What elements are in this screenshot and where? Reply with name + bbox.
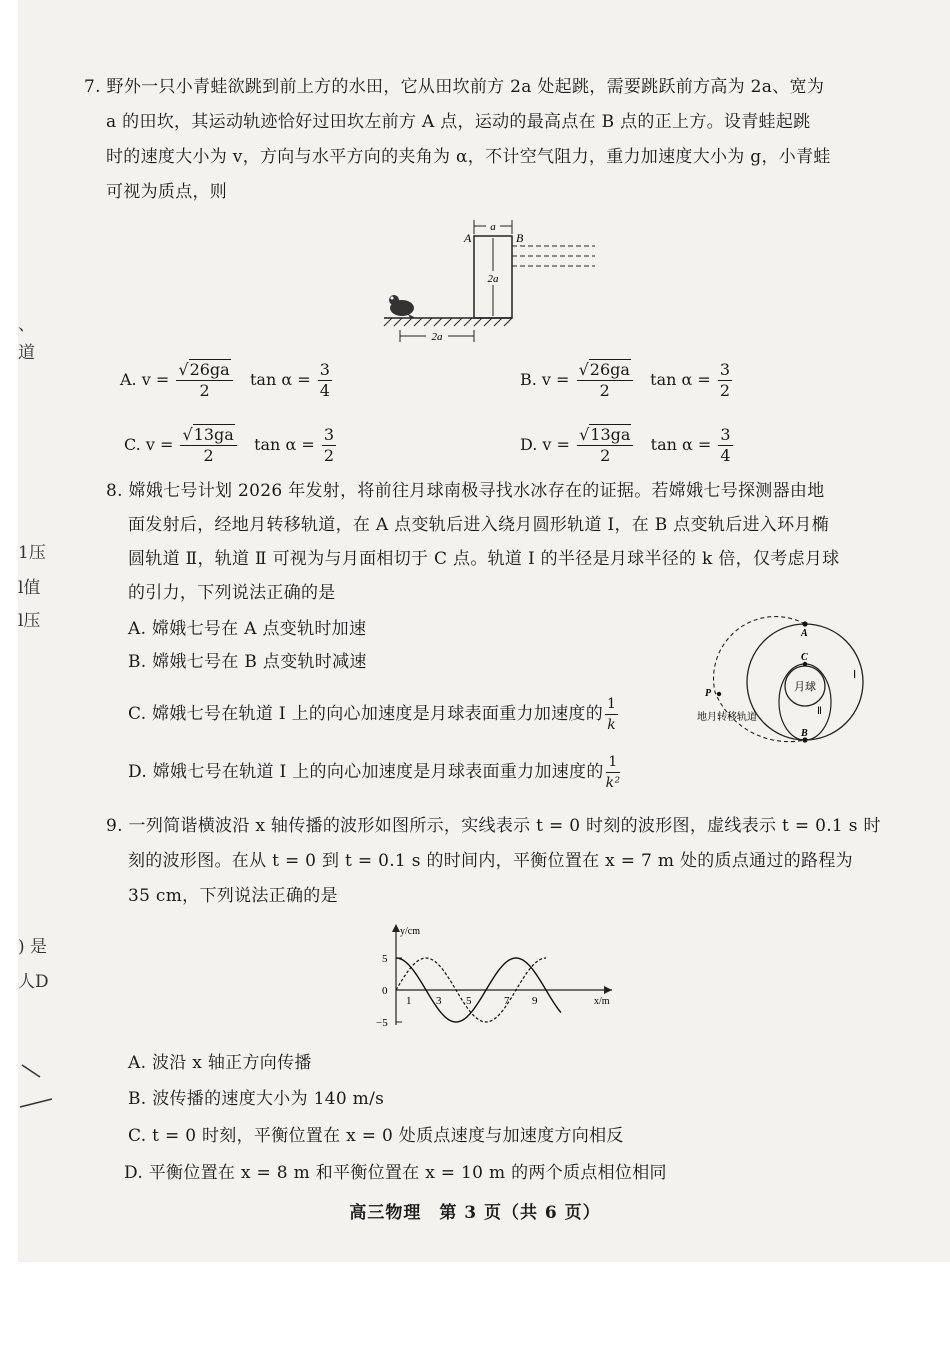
x-axis-label: x/m (594, 996, 610, 1007)
label-orbit-II: Ⅱ (817, 706, 822, 717)
y-tick-label: −5 (376, 1017, 388, 1029)
moon-label: 月球 (794, 680, 816, 693)
q8-orbit-diagram (695, 614, 885, 749)
label-A: A (464, 231, 472, 245)
label-B: B (801, 728, 808, 739)
q8-option-c[interactable]: C. 嫦娥七号在轨道 Ⅰ 上的向心加速度是月球表面重力加速度的 $\frac{1}{k}$ (128, 696, 617, 733)
x-tick-label: 7 (504, 995, 510, 1007)
q8-text-line: 面发射后，经地月转移轨道，在 A 点变轨后进入绕月圆形轨道 Ⅰ，在 B 点变轨后进入环月椭 (128, 515, 830, 535)
q9-option-a[interactable]: A. 波沿 x 轴正方向传播 (128, 1053, 312, 1073)
q9-option-c[interactable]: C. t = 0 时刻，平衡位置在 x = 0 处质点速度与加速度方向相反 (128, 1126, 624, 1146)
y-tick-label: 0 (382, 985, 388, 997)
margin-marks (18, 1055, 58, 1115)
label-P: P (705, 688, 712, 699)
label-transfer-orbit: 地月转移轨道 (697, 712, 757, 723)
q7-option-d[interactable]: D. v = $\frac{√13ga}{2}$ tan α = $\frac{3}{4}$ (520, 425, 731, 465)
margin-fragment: 人D (18, 972, 49, 992)
q9-option-b[interactable]: B. 波传播的速度大小为 140 m/s (128, 1089, 385, 1109)
q7-option-c[interactable]: C. v = $\frac{√13ga}{2}$ tan α = $\frac{3}{2}$ (124, 425, 335, 465)
x-tick-label: 5 (466, 995, 472, 1007)
margin-fragment: 、 (18, 315, 35, 335)
q8-text-line: 圆轨道 Ⅱ，轨道 Ⅱ 可视为与月面相切于 C 点。轨道 Ⅰ 的半径是月球半径的 k 倍，仅考虑月球 (128, 549, 840, 569)
x-tick-label: 1 (406, 995, 412, 1007)
q8-option-d[interactable]: D. 嫦娥七号在轨道 Ⅰ 上的向心加速度是月球表面重力加速度的 $\frac{1}{\text{k²}}$ (128, 754, 621, 791)
q7-text-line: 7. 野外一只小青蛙欲跳到前上方的水田，它从田坎前方 2a 处起跳，需要跳跃前方高为 2a、宽为 (84, 77, 825, 97)
q7-option-b[interactable]: B. v = $\frac{√26ga}{2}$ tan α = $\frac{3}{2}$ (520, 360, 731, 400)
label-ground: 2a (431, 331, 443, 343)
y-tick-label: 5 (382, 953, 388, 965)
label-orbit-I: Ⅰ (853, 669, 857, 681)
q7-option-a[interactable]: A. v = $\frac{√26ga}{2}$ tan α = $\frac{3}{4}$ (120, 360, 330, 400)
margin-fragment: l压 (18, 611, 41, 631)
y-axis-label: y/cm (400, 926, 420, 937)
margin-fragment: l值 (18, 578, 41, 598)
q7-text-line: 可视为质点，则 (106, 182, 228, 202)
q7-text-line: a 的田坎，其运动轨迹恰好过田坎左前方 A 点，运动的最高点在 B 点的正上方。设青蛙起跳 (106, 112, 811, 132)
label-C: C (801, 652, 808, 663)
label-height: 2a (487, 273, 499, 285)
margin-fragment: 1压 (18, 543, 46, 563)
q8-option-a[interactable]: A. 嫦娥七号在 A 点变轨时加速 (128, 619, 367, 639)
q8-option-b[interactable]: B. 嫦娥七号在 B 点变轨时减速 (128, 652, 367, 672)
q8-text-line: 8. 嫦娥七号计划 2026 年发射，将前往月球南极寻找水冰存在的证据。若嫦娥七号探测器由地 (106, 481, 825, 501)
frog-icon (389, 295, 416, 318)
label-A: A (801, 628, 808, 639)
q9-text-line: 35 cm，下列说法正确的是 (128, 886, 338, 906)
q9-option-d[interactable]: D. 平衡位置在 x = 8 m 和平衡位置在 x = 10 m 的两个质点相位相同 (124, 1163, 667, 1183)
q9-text-line: 刻的波形图。在从 t = 0 到 t = 0.1 s 的时间内，平衡位置在 x = 7 m 处的质点通过的路程为 (128, 851, 853, 871)
label-width: a (490, 221, 496, 233)
x-tick-label: 3 (436, 995, 442, 1007)
margin-fragment: 道 (18, 343, 35, 363)
q7-frog-diagram (370, 214, 610, 349)
margin-fragment: ) 是 (18, 937, 48, 957)
label-B: B (516, 231, 524, 245)
q9-text-line: 9. 一列简谐横波沿 x 轴传播的波形如图所示，实线表示 t = 0 时刻的波形图，虚线表示 t = 0.1 s 时 (106, 816, 881, 836)
page-footer: 高三物理 第 3 页（共 6 页） (349, 1203, 601, 1223)
x-tick-label: 9 (532, 995, 538, 1007)
q8-text-line: 的引力，下列说法正确的是 (128, 583, 336, 603)
q9-wave-graph (368, 920, 628, 1035)
q7-text-line: 时的速度大小为 v，方向与水平方向的夹角为 α，不计空气阻力，重力加速度大小为 g，小青蛙 (106, 147, 831, 167)
